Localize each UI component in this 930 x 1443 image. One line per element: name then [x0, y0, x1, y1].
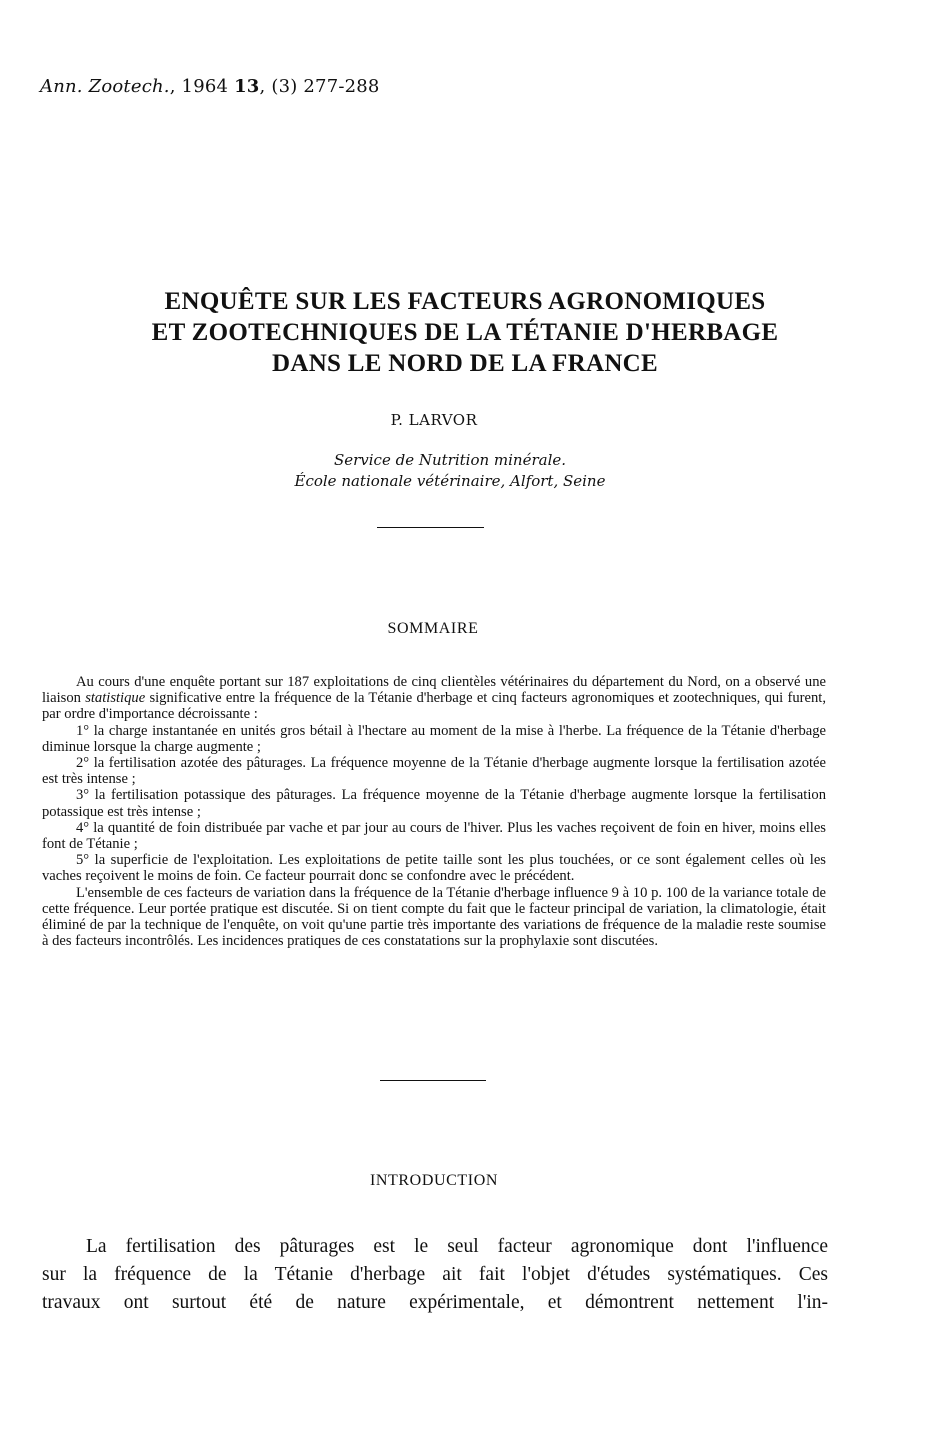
- summary-item: 3° la fertilisation potassique des pâturages. La fréquence moyenne de la Tétanie d'herbage augmente lorsque la fertilisation potassique est très intense ;: [42, 787, 826, 820]
- introduction-heading: INTRODUCTION: [369, 1172, 499, 1189]
- summary-item: 4° la quantité de foin distribuée par vache et par jour au cours de l'hiver. Plus les vaches reçoivent de foin en hiver, moins elles font de Tétanie ;: [42, 819, 826, 853]
- summary-paragraph: L'ensemble de ces facteurs de variation dans la fréquence de la Tétanie d'herbage influence 9 à 10 p. 100 de la variance totale de cette fréquence. Leur portée pratique est discutée. Si on tient compte du fait que le facteur principal de variation, la climatologie, était éliminé de par la technique de l'enquête, on voit qu'une partie très importante des variations de fréquence de la maladie reste soumise à des facteurs incontrôlés. Les incidences pratiques de ces constatations sur la prophylaxie sont discutées.: [42, 884, 826, 950]
- journal-name: Ann. Zootech.: [40, 76, 170, 97]
- summary-item: 1° la charge instantanée en unités gros bétail à l'hectare au moment de la mise à l'herbe. La fréquence de la Tétanie d'herbage diminue lorsque la charge augmente ;: [42, 722, 826, 755]
- introduction-line: La fertilisation des pâturages est le seul facteur agronomique dont l'influence: [86, 1236, 828, 1257]
- summary-item: 2° la fertilisation azotée des pâturages. La fréquence moyenne de la Tétanie d'herbage augmente lorsque la fertilisation azotée est très intense ;: [42, 755, 826, 788]
- citation-volume: 13: [234, 76, 260, 97]
- summary-text: significative entre la fréquence de la Tétanie d'herbage et cinq facteurs agronomiques et zootechniques, qui furent, par ordre d'importance décroissante :: [42, 690, 826, 723]
- summary-emphasis: statistique: [85, 690, 146, 707]
- section-divider: [380, 1080, 486, 1081]
- citation: [40, 76, 380, 97]
- sommaire-heading: SOMMAIRE: [387, 620, 479, 637]
- affiliation-line: Service de Nutrition minérale.: [333, 451, 567, 469]
- title-line: DANS LE NORD DE LA FRANCE: [271, 350, 658, 377]
- title-line: ET ZOOTECHNIQUES DE LA TÉTANIE D'HERBAGE: [151, 319, 779, 346]
- title-line: ENQUÊTE SUR LES FACTEURS AGRONOMIQUES: [164, 288, 766, 315]
- summary-body: [42, 674, 826, 949]
- summary-paragraph: [42, 674, 826, 723]
- author-name: P. LARVOR: [390, 411, 478, 429]
- article-title: [60, 286, 870, 379]
- summary-text: Au cours d'une enquête portant sur 187 exploitations de cinq clientèles vétérinaires du département du Nord, on a observé une liaison: [42, 674, 826, 707]
- introduction-body: [42, 1233, 828, 1317]
- section-divider: [377, 527, 484, 528]
- introduction-line: travaux ont surtout été de nature expérimentale, et démontrent nettement l'in-: [42, 1292, 828, 1313]
- citation-year: , 1964: [169, 76, 235, 97]
- summary-item: 5° la superficie de l'exploitation. Les exploitations de petite taille sont les plus touchées, or ce sont également celles où les vaches reçoivent le moins de foin. Ce facteur pourrait donc se confondre avec le précédent.: [42, 852, 826, 885]
- affiliation: [0, 450, 900, 492]
- affiliation-line: École nationale vétérinaire, Alfort, Seine: [294, 472, 606, 490]
- citation-issue-pages: , (3) 277-288: [259, 76, 380, 97]
- introduction-line: sur la fréquence de la Tétanie d'herbage ait fait l'objet d'études systématiques. Ces: [42, 1264, 828, 1285]
